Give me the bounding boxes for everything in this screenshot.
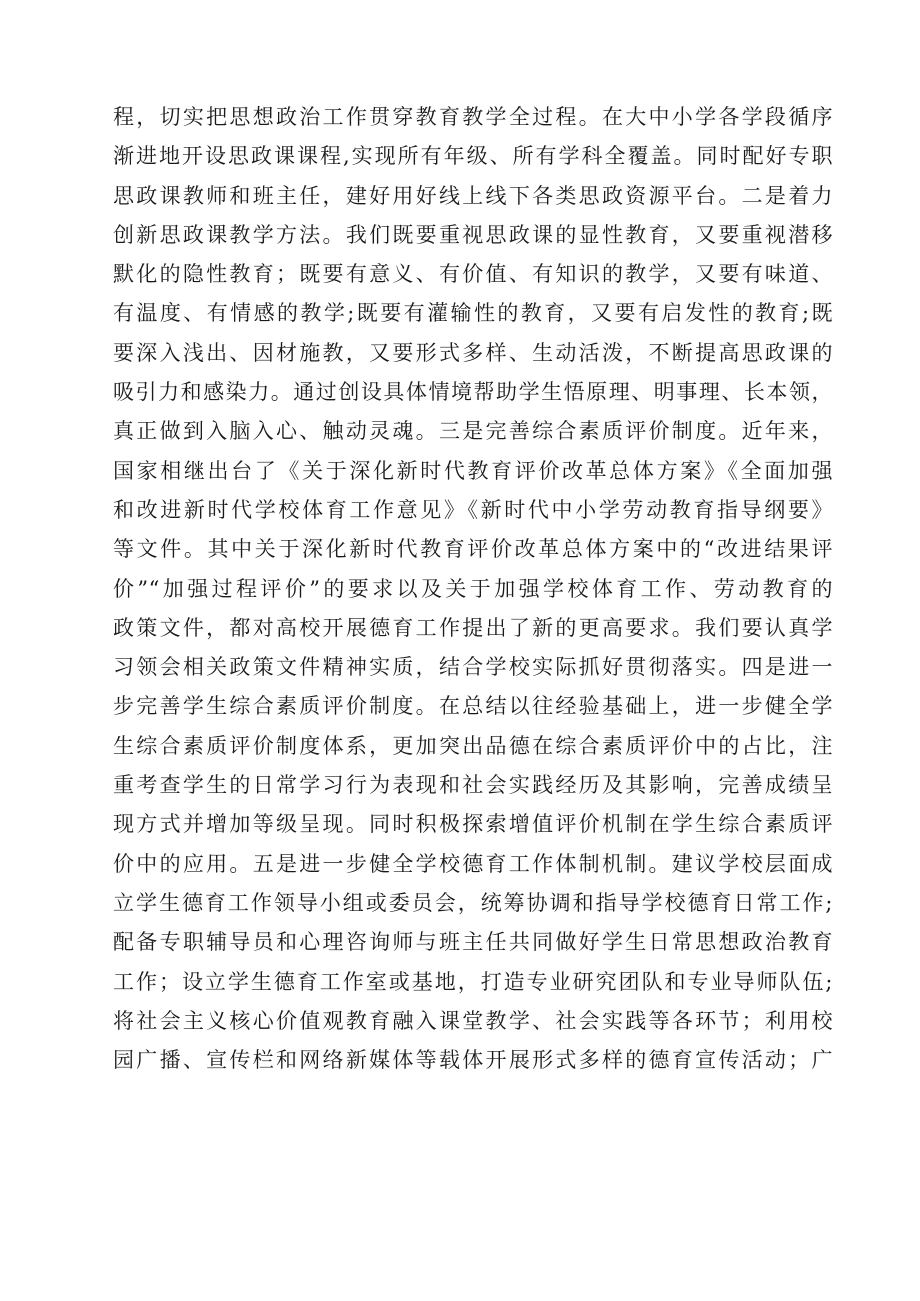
- text-line: 创新思政课教学方法。我们既要重视思政课的显性教育，又要重视潜移: [113, 222, 833, 247]
- text-line: 渐进地开设思政课课程,实现所有年级、所有学科全覆盖。同时配好专职: [113, 144, 833, 169]
- text-line: 园广播、宣传栏和网络新媒体等载体开展形式多样的德育宣传活动；广: [113, 1048, 833, 1073]
- text-line: 习领会相关政策文件精神实质，结合学校实际抓好贯彻落实。四是进一: [113, 655, 833, 680]
- text-line: 国家相继出台了《关于深化新时代教育评价改革总体方案》《全面加强: [113, 458, 833, 483]
- text-line: 价”“加强过程评价”的要求以及关于加强学校体育工作、劳动教育的: [113, 576, 833, 601]
- text-line: 默化的隐性教育；既要有意义、有价值、有知识的教学，又要有味道、: [113, 262, 833, 287]
- text-line: 等文件。其中关于深化新时代教育评价改革总体方案中的“改进结果评: [113, 537, 833, 562]
- text-line: 生综合素质评价制度体系，更加突出品德在综合素质评价中的占比，注: [113, 733, 833, 758]
- text-line: 要深入浅出、因材施教，又要形式多样、生动活泼，不断提高思政课的: [113, 340, 833, 365]
- text-line: 政策文件，都对高校开展德育工作提出了新的更高要求。我们要认真学: [113, 615, 833, 640]
- text-line: 真正做到入脑入心、触动灵魂。三是完善综合素质评价制度。近年来，: [113, 419, 833, 444]
- text-line: 重考查学生的日常学习行为表现和社会实践经历及其影响，完善成绩呈: [113, 773, 833, 798]
- text-line: 立学生德育工作领导小组或委员会，统筹协调和指导学校德育日常工作;: [113, 890, 833, 915]
- body-text: [113, 98, 833, 1080]
- text-line: 工作；设立学生德育工作室或基地，打造专业研究团队和专业导师队伍;: [113, 969, 833, 994]
- text-line: 现方式并增加等级呈现。同时积极探索增值评价机制在学生综合素质评: [113, 812, 833, 837]
- text-line: 配备专职辅导员和心理咨询师与班主任共同做好学生日常思想政治教育: [113, 930, 833, 955]
- text-line: 价中的应用。五是进一步健全学校德育工作体制机制。建议学校层面成: [113, 851, 833, 876]
- text-line: 有温度、有情感的教学;既要有灌输性的教育，又要有启发性的教育;既: [113, 301, 833, 326]
- text-line: 程，切实把思想政治工作贯穿教育教学全过程。在大中小学各学段循序: [113, 105, 833, 129]
- text-line: 和改进新时代学校体育工作意见》《新时代中小学劳动教育指导纲要》: [113, 497, 833, 522]
- text-line: 吸引力和感染力。通过创设具体情境帮助学生悟原理、明事理、长本领，: [113, 380, 833, 405]
- text-line: 思政课教师和班主任，建好用好线上线下各类思政资源平台。二是着力: [113, 183, 833, 208]
- text-line: 步完善学生综合素质评价制度。在总结以往经验基础上，进一步健全学: [113, 694, 833, 719]
- text-line: 将社会主义核心价值观教育融入课堂教学、社会实践等各环节；利用校: [113, 1008, 833, 1033]
